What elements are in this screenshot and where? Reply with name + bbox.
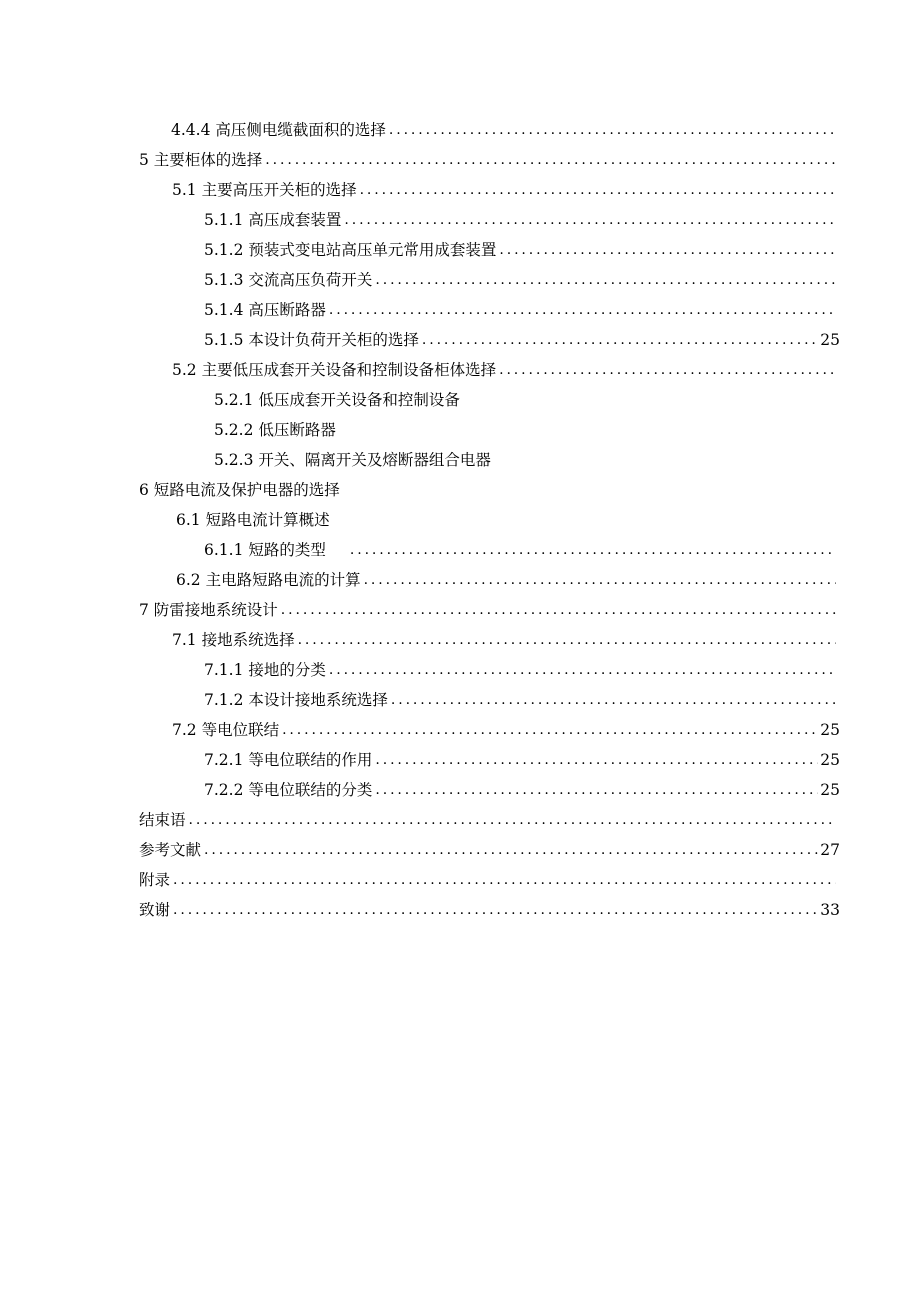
toc-leader-dots	[364, 565, 836, 595]
toc-entry-page: 33	[820, 901, 840, 919]
toc-entry-title: 6 短路电流及保护电器的选择	[139, 481, 340, 499]
toc-entry-title: 6.1 短路电流计算概述	[176, 511, 330, 529]
toc-entry-title: 5.1.1 高压成套装置	[204, 211, 342, 229]
toc-entry-7-1[interactable]	[172, 625, 838, 655]
toc-leader-dots	[344, 205, 836, 235]
toc-entry-title: 附录	[139, 871, 171, 889]
toc-entry-7-1-2[interactable]	[204, 685, 838, 715]
toc-leader-dots	[391, 685, 836, 715]
toc-entry-title: 参考文献	[139, 841, 202, 859]
toc-entry-title: 5 主要柜体的选择	[139, 151, 263, 169]
toc-entry-title: 7.1 接地系统选择	[172, 631, 295, 649]
toc-entry-title: 5.2.3 开关、隔离开关及熔断器组合电器	[214, 451, 491, 469]
toc-entry-5-1-4[interactable]	[204, 295, 838, 325]
toc-entry-page: 25	[820, 721, 840, 739]
toc-entry-title: 7.1.2 本设计接地系统选择	[204, 691, 388, 709]
toc-entry-title: 5.1.4 高压断路器	[204, 301, 326, 319]
toc-entry-title: 4.4.4 高压侧电缆截面积的选择	[171, 121, 386, 139]
toc-leader-dots	[375, 745, 818, 775]
toc-entry-title: 结束语	[139, 811, 186, 829]
toc-entry-4-4-4[interactable]	[171, 115, 838, 145]
toc-entry-appendix[interactable]	[139, 865, 838, 895]
toc-entry-title: 5.1 主要高压开关柜的选择	[172, 181, 357, 199]
toc-entry-7-2-1[interactable]	[204, 745, 840, 775]
toc-leader-dots	[422, 325, 818, 355]
toc-entry-title: 7.2.2 等电位联结的分类	[204, 781, 373, 799]
toc-entry-title: 5.1.3 交流高压负荷开关	[204, 271, 373, 289]
toc-entry-title: 6.2 主电路短路电流的计算	[176, 571, 361, 589]
toc-entry-title: 7.2 等电位联结	[172, 721, 280, 739]
toc-entry-title: 5.1.2 预装式变电站高压单元常用成套装置	[204, 241, 497, 259]
toc-entry-title: 5.1.5 本设计负荷开关柜的选择	[204, 331, 419, 349]
toc-entry-acknowledgements[interactable]	[139, 895, 840, 925]
toc-leader-dots	[499, 235, 836, 265]
toc-entry-6-1[interactable]	[176, 505, 330, 535]
toc-entry-7-2-2[interactable]	[204, 775, 840, 805]
toc-leader-dots	[281, 595, 836, 625]
toc-entry-conclusion[interactable]	[139, 805, 838, 835]
toc-entry-page: 25	[820, 331, 840, 349]
toc-leader-dots	[189, 805, 836, 835]
toc-entry-5-1-1[interactable]	[204, 205, 838, 235]
toc-entry-5-2-3[interactable]	[214, 445, 491, 475]
toc-leader-dots	[360, 175, 836, 205]
toc-entry-page: 25	[820, 751, 840, 769]
toc-entry-5-1-5[interactable]	[204, 325, 840, 355]
toc-entry-page: 27	[820, 841, 840, 859]
toc-leader-dots	[499, 355, 836, 385]
toc-leader-dots	[389, 115, 836, 145]
toc-leader-dots	[375, 775, 818, 805]
toc-leader-dots	[173, 895, 818, 925]
toc-entry-5-2-2[interactable]	[214, 415, 336, 445]
toc-entry-title: 7 防雷接地系统设计	[139, 601, 278, 619]
toc-entry-5-2-1[interactable]	[214, 385, 460, 415]
toc-leader-dots	[350, 535, 836, 565]
toc-leader-dots	[329, 295, 836, 325]
toc-entry-title: 7.2.1 等电位联结的作用	[204, 751, 373, 769]
toc-leader-dots	[329, 655, 836, 685]
toc-entry-7[interactable]	[139, 595, 838, 625]
toc-leader-dots	[375, 265, 836, 295]
toc-leader-dots	[204, 835, 818, 865]
toc-entry-page: 25	[820, 781, 840, 799]
toc-entry-title: 5.2.1 低压成套开关设备和控制设备	[214, 391, 460, 409]
toc-entry-6-2[interactable]	[176, 565, 838, 595]
toc-leader-dots	[298, 625, 836, 655]
toc-entry-title: 致谢	[139, 901, 171, 919]
toc-entry-6[interactable]	[139, 475, 340, 505]
toc-entry-5-1-2[interactable]	[204, 235, 838, 265]
toc-entry-title: 5.2.2 低压断路器	[214, 421, 336, 439]
toc-entry-title: 6.1.1 短路的类型	[204, 541, 326, 559]
toc-entry-5[interactable]	[139, 145, 838, 175]
toc-entry-7-1-1[interactable]	[204, 655, 838, 685]
toc-entry-references[interactable]	[139, 835, 840, 865]
toc-entry-title: 7.1.1 接地的分类	[204, 661, 326, 679]
toc-entry-title: 5.2 主要低压成套开关设备和控制设备柜体选择	[172, 361, 497, 379]
toc-entry-5-2[interactable]	[172, 355, 838, 385]
toc-leader-dots	[265, 145, 836, 175]
toc-entry-5-1-3[interactable]	[204, 265, 838, 295]
toc-entry-6-1-1[interactable]	[204, 535, 838, 565]
toc-entry-5-1[interactable]	[172, 175, 838, 205]
toc-entry-7-2[interactable]	[172, 715, 840, 745]
toc-leader-dots	[282, 715, 818, 745]
toc-leader-dots	[173, 865, 836, 895]
